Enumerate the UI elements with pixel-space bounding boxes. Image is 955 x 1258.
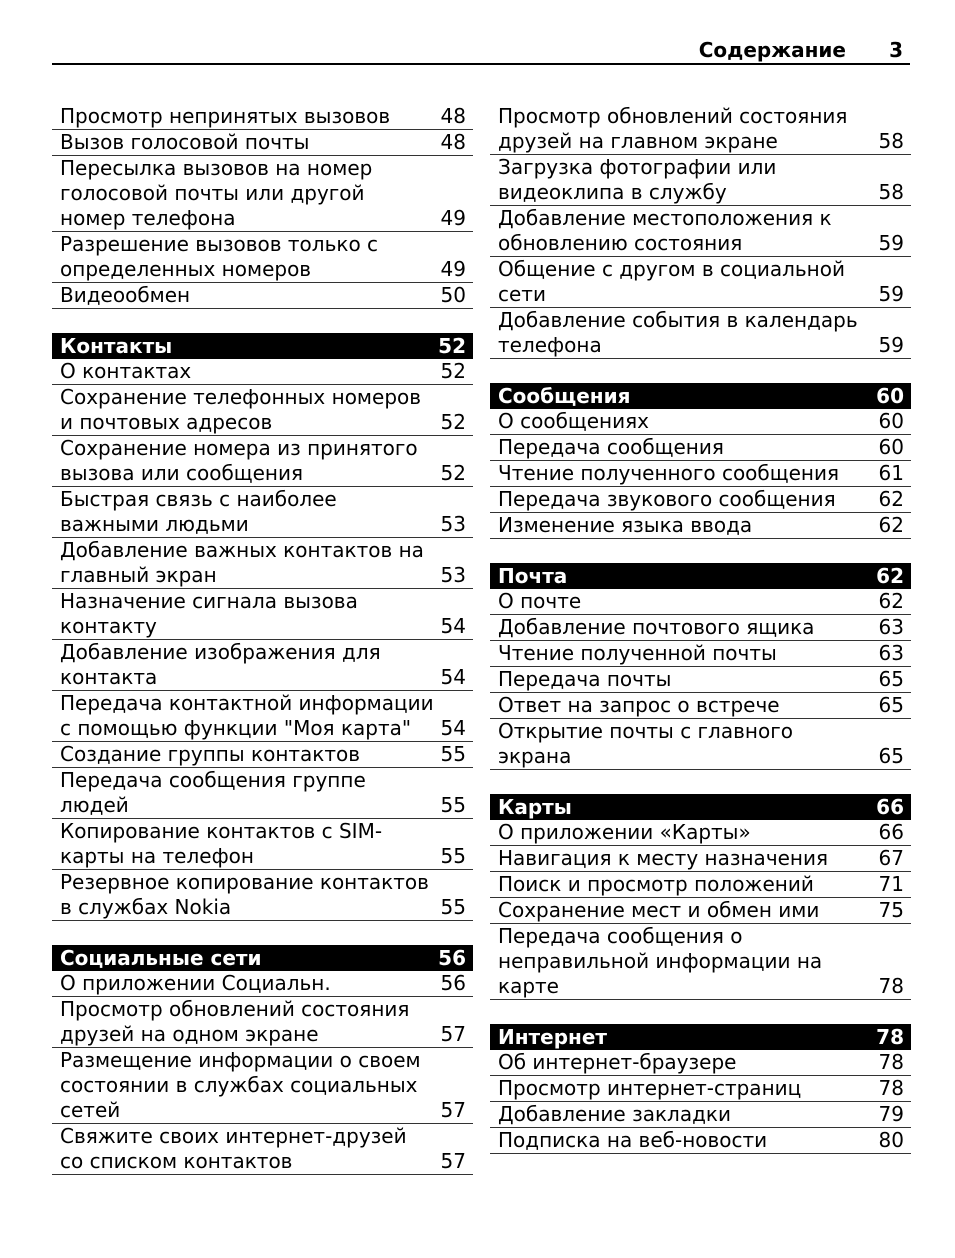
entry-title: Ответ на запрос о встрече <box>498 693 780 717</box>
entry-page-number: 57 <box>440 1149 466 1173</box>
entry-page-number: 78 <box>878 1050 904 1074</box>
toc-section-header <box>490 563 911 589</box>
entry-title: О сообщениях <box>498 409 649 433</box>
entry-title: Передача почты <box>498 667 672 691</box>
entry-title: Передача сообщения группе людей <box>60 768 366 817</box>
toc-entry[interactable] <box>52 156 473 232</box>
toc-entry[interactable] <box>490 693 911 719</box>
entry-title: Общение с другом в социальной сети <box>498 257 845 306</box>
entry-page-number: 61 <box>878 461 904 485</box>
toc-entry[interactable] <box>52 640 473 691</box>
entry-title: Резервное копирование контактов в службах Nokia <box>60 870 429 919</box>
toc-section-header <box>52 945 473 971</box>
section-title: Социальные сети <box>60 946 262 970</box>
entry-title: Сохранение номера из принятого вызова или сообщения <box>60 436 418 485</box>
toc-entry[interactable] <box>490 104 911 155</box>
entry-page-number: 52 <box>440 359 466 383</box>
entry-title: Просмотр непринятых вызовов <box>60 104 391 128</box>
entry-title: Просмотр обновлений состояния друзей на одном экране <box>60 997 410 1046</box>
toc-entry[interactable] <box>490 615 911 641</box>
section-title: Контакты <box>60 334 173 358</box>
entry-page-number: 48 <box>440 130 466 154</box>
entry-title: Об интернет-браузере <box>498 1050 737 1074</box>
entry-page-number: 53 <box>440 563 466 587</box>
toc-entry[interactable] <box>52 104 473 130</box>
entry-title: Добавление важных контактов на главный экран <box>60 538 424 587</box>
entry-page-number: 49 <box>440 257 466 281</box>
entry-page-number: 55 <box>440 844 466 868</box>
toc-entry[interactable] <box>490 206 911 257</box>
section-page-number: 78 <box>876 1025 904 1049</box>
entry-title: Добавление события в календарь телефона <box>498 308 858 357</box>
entry-page-number: 54 <box>440 614 466 638</box>
entry-title: Изменение языка ввода <box>498 513 753 537</box>
section-title: Почта <box>498 564 568 588</box>
entry-page-number: 55 <box>440 742 466 766</box>
entry-title: Передача сообщения <box>498 435 724 459</box>
entry-page-number: 63 <box>878 641 904 665</box>
toc-entry[interactable] <box>52 1124 473 1175</box>
entry-page-number: 55 <box>440 895 466 919</box>
section-page-number: 52 <box>438 334 466 358</box>
entry-page-number: 57 <box>440 1098 466 1122</box>
toc-entry[interactable] <box>490 1102 911 1128</box>
toc-entry[interactable] <box>490 155 911 206</box>
entry-page-number: 52 <box>440 461 466 485</box>
toc-entry[interactable] <box>490 1128 911 1154</box>
entry-title: О почте <box>498 589 582 613</box>
entry-page-number: 58 <box>878 129 904 153</box>
toc-entry[interactable] <box>52 385 473 436</box>
toc-entry[interactable] <box>490 1050 911 1076</box>
toc-entry[interactable] <box>490 1076 911 1102</box>
entry-title: Пересылка вызовов на номер голосовой почты или другой номер телефона <box>60 156 373 230</box>
entry-title: Добавление местоположения к обновлению состояния <box>498 206 832 255</box>
toc-section-header <box>490 383 911 409</box>
entry-page-number: 55 <box>440 793 466 817</box>
toc-entry[interactable] <box>490 846 911 872</box>
entry-title: Создание группы контактов <box>60 742 361 766</box>
entry-page-number: 59 <box>878 282 904 306</box>
entry-page-number: 66 <box>878 820 904 844</box>
entry-page-number: 49 <box>440 206 466 230</box>
section-page-number: 62 <box>876 564 904 588</box>
entry-title: Назначение сигнала вызова контакту <box>60 589 358 638</box>
entry-page-number: 65 <box>878 693 904 717</box>
entry-title: Загрузка фотографии или видеоклипа в службу <box>498 155 777 204</box>
entry-page-number: 78 <box>878 1076 904 1100</box>
toc-entry[interactable] <box>52 589 473 640</box>
section-page-number: 60 <box>876 384 904 408</box>
section-title: Сообщения <box>498 384 631 408</box>
entry-page-number: 54 <box>440 665 466 689</box>
toc-entry[interactable] <box>52 436 473 487</box>
toc-entry[interactable] <box>52 232 473 283</box>
entry-title: Чтение полученного сообщения <box>498 461 839 485</box>
entry-page-number: 60 <box>878 409 904 433</box>
entry-title: Навигация к месту назначения <box>498 846 829 870</box>
entry-title: Видеообмен <box>60 283 191 307</box>
entry-page-number: 79 <box>878 1102 904 1126</box>
toc-column-left <box>52 104 473 1175</box>
toc-entry[interactable] <box>490 487 911 513</box>
section-page-number: 66 <box>876 795 904 819</box>
entry-title: Свяжите своих интернет-друзей со списком контактов <box>60 1124 407 1173</box>
page-title: Содержание <box>698 38 846 62</box>
toc-entry[interactable] <box>490 872 911 898</box>
toc-entry[interactable] <box>490 719 911 770</box>
entry-title: Разрешение вызовов только с определенных номеров <box>60 232 379 281</box>
entry-title: Добавление изображения для контакта <box>60 640 381 689</box>
entry-page-number: 50 <box>440 283 466 307</box>
entry-title: Подписка на веб-новости <box>498 1128 768 1152</box>
toc-entry[interactable] <box>490 257 911 308</box>
toc-entry[interactable] <box>490 308 911 359</box>
entry-page-number: 54 <box>440 716 466 740</box>
entry-page-number: 62 <box>878 513 904 537</box>
toc-section-header <box>490 794 911 820</box>
entry-title: Чтение полученной почты <box>498 641 777 665</box>
entry-page-number: 80 <box>878 1128 904 1152</box>
entry-page-number: 59 <box>878 231 904 255</box>
toc-entry[interactable] <box>52 538 473 589</box>
entry-page-number: 65 <box>878 667 904 691</box>
toc-entry[interactable] <box>52 359 473 385</box>
entry-page-number: 75 <box>878 898 904 922</box>
toc-entry[interactable] <box>490 435 911 461</box>
entry-title: Быстрая связь с наиболее важными людьми <box>60 487 337 536</box>
toc-entry[interactable] <box>490 589 911 615</box>
entry-title: Размещение информации о своем состоянии в службах социальных сетей <box>60 1048 421 1122</box>
entry-page-number: 57 <box>440 1022 466 1046</box>
toc-entry[interactable] <box>52 870 473 921</box>
toc-entry[interactable] <box>52 768 473 819</box>
entry-page-number: 63 <box>878 615 904 639</box>
entry-page-number: 71 <box>878 872 904 896</box>
entry-title: Просмотр обновлений состояния друзей на главном экране <box>498 104 848 153</box>
entry-title: Вызов голосовой почты <box>60 130 310 154</box>
toc-entry[interactable] <box>490 461 911 487</box>
entry-title: Просмотр интернет-страниц <box>498 1076 802 1100</box>
entry-title: Добавление закладки <box>498 1102 731 1126</box>
entry-page-number: 67 <box>878 846 904 870</box>
entry-title: Добавление почтового ящика <box>498 615 815 639</box>
toc-section-header <box>490 1024 911 1050</box>
entry-title: О контактах <box>60 359 192 383</box>
entry-title: О приложении Социальн. <box>60 971 331 995</box>
page-number: 3 <box>889 38 903 62</box>
section-title: Интернет <box>498 1025 608 1049</box>
toc-entry[interactable] <box>52 971 473 997</box>
toc-entry[interactable] <box>52 819 473 870</box>
toc-entry[interactable] <box>490 513 911 539</box>
section-page-number: 56 <box>438 946 466 970</box>
toc-entry[interactable] <box>490 898 911 924</box>
page-header <box>52 36 910 65</box>
toc-entry[interactable] <box>490 667 911 693</box>
entry-title: Открытие почты с главного экрана <box>498 719 793 768</box>
entry-title: Сохранение телефонных номеров и почтовых адресов <box>60 385 422 434</box>
toc-entry[interactable] <box>52 1048 473 1124</box>
entry-page-number: 48 <box>440 104 466 128</box>
entry-page-number: 58 <box>878 180 904 204</box>
toc-entry[interactable] <box>52 283 473 309</box>
toc-entry[interactable] <box>52 487 473 538</box>
entry-title: Сохранение мест и обмен ими <box>498 898 820 922</box>
entry-page-number: 62 <box>878 487 904 511</box>
toc-section-header <box>52 333 473 359</box>
entry-page-number: 78 <box>878 974 904 998</box>
toc-entry[interactable] <box>490 820 911 846</box>
toc-column-right <box>490 104 911 1154</box>
entry-title: Поиск и просмотр положений <box>498 872 814 896</box>
entry-page-number: 56 <box>440 971 466 995</box>
entry-page-number: 52 <box>440 410 466 434</box>
entry-title: Передача звукового сообщения <box>498 487 836 511</box>
toc-entry[interactable] <box>490 924 911 1000</box>
entry-page-number: 53 <box>440 512 466 536</box>
entry-page-number: 60 <box>878 435 904 459</box>
entry-title: Передача контактной информации с помощью функции "Моя карта" <box>60 691 434 740</box>
toc-entry[interactable] <box>490 409 911 435</box>
toc-entry[interactable] <box>52 997 473 1048</box>
toc-entry[interactable] <box>52 742 473 768</box>
entry-page-number: 65 <box>878 744 904 768</box>
entry-page-number: 62 <box>878 589 904 613</box>
section-title: Карты <box>498 795 572 819</box>
toc-entry[interactable] <box>52 130 473 156</box>
entry-title: О приложении «Карты» <box>498 820 751 844</box>
toc-entry[interactable] <box>52 691 473 742</box>
entry-title: Копирование контактов с SIM-карты на телефон <box>60 819 383 868</box>
entry-page-number: 59 <box>878 333 904 357</box>
toc-entry[interactable] <box>490 641 911 667</box>
entry-title: Передача сообщения о неправильной информации на карте <box>498 924 823 998</box>
